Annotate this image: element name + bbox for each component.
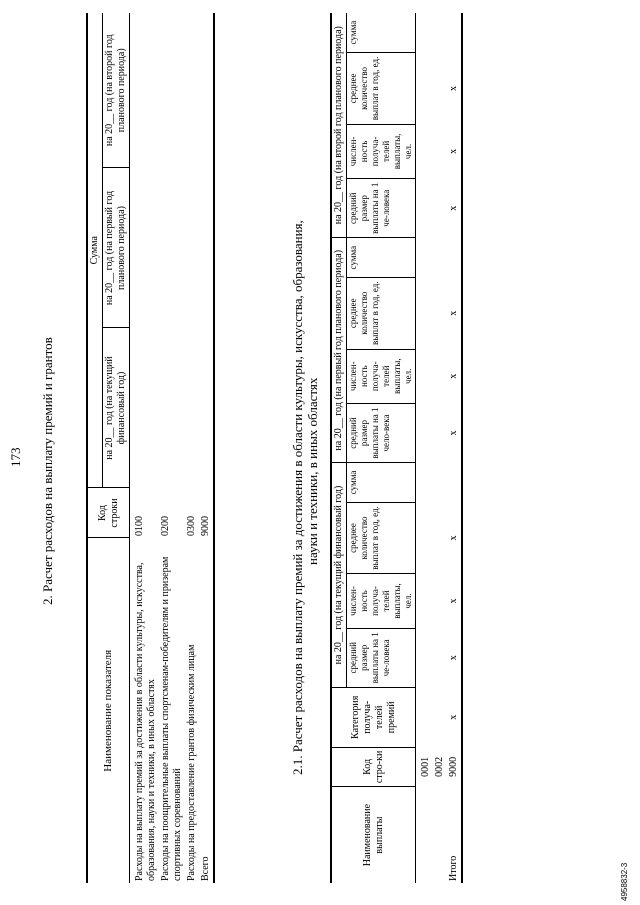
s21-cell bbox=[447, 463, 462, 503]
s21-sum-header: сумма bbox=[347, 13, 416, 53]
section2-table bbox=[86, 13, 215, 883]
footer-code: 4958832-3 bbox=[620, 862, 629, 901]
s21-cell: x bbox=[447, 502, 462, 574]
s2-year-current: на 20__ год (на текущий финансовый год) bbox=[103, 328, 130, 488]
section2-title: 2. Расчет расходов на выплату премий и грантов bbox=[40, 337, 55, 605]
s2-row-name: Расходы на поощрительные выплаты спортсменам-победителям и призерам спортивных соревнований bbox=[160, 556, 183, 881]
s21-period-current: на 20__ год (на текущий финансовый год) bbox=[331, 463, 347, 688]
s21-headcount-header: числен-ность получа-телей выплаты, чел. bbox=[347, 124, 416, 178]
s21-avg-size-header: средний размер выплаты на 1 че-ловека bbox=[347, 628, 416, 687]
s2-row-name: Всего bbox=[199, 538, 214, 883]
s21-headcount-header: числен-ность получа-телей выплаты, чел. bbox=[347, 349, 416, 403]
s21-cell: x bbox=[447, 349, 462, 403]
s21-cell bbox=[447, 13, 462, 53]
s21-cell bbox=[447, 238, 462, 278]
s2-year-first: на 20__ год (на первый год планового периода) bbox=[103, 168, 130, 328]
s21-sum-header: сумма bbox=[347, 463, 416, 503]
s2-row-name: Расходы на предоставление грантов физическим лицам bbox=[186, 644, 197, 881]
s21-headcount-header: числен-ность получа-телей выплаты, чел. bbox=[347, 574, 416, 628]
s21-name-header: Наименование выплаты bbox=[331, 787, 416, 883]
s2-row-code: 9000 bbox=[199, 488, 214, 538]
s21-row-name bbox=[433, 787, 447, 883]
s21-avg-qty-header: среднее количество выплат в год, ед. bbox=[347, 53, 416, 125]
s21-row-code: 0001 bbox=[420, 756, 431, 777]
section21-title-line1: 2.1. Расчет расходов на выплату премий за достижения в области культуры, искусства, образования, bbox=[290, 220, 305, 775]
s2-name-header: Наименование показателя bbox=[87, 538, 130, 883]
s21-cell: x bbox=[447, 403, 462, 462]
s21-sum-header: сумма bbox=[347, 238, 416, 278]
s21-cell: x bbox=[447, 124, 462, 178]
s21-cell: x bbox=[447, 277, 462, 349]
s21-category-header: Категория получа-телей премий bbox=[331, 687, 416, 747]
s21-row-code: 0002 bbox=[434, 756, 445, 777]
s21-period-first: на 20__ год (на первый год планового периода) bbox=[331, 238, 347, 463]
s21-cell: x bbox=[447, 687, 462, 747]
s21-row-name: Итого bbox=[447, 787, 462, 883]
s2-sum-header: Сумма bbox=[87, 13, 103, 488]
s2-row-name: Расходы на выплату премий за достижения в области культуры, искусства, образования, науки и техники, в иных областях bbox=[134, 562, 157, 881]
s2-year-second: на 20__ год (на второй год планового периода) bbox=[103, 13, 130, 168]
s21-avg-size-header: средний размер выплаты на 1 чело-века bbox=[347, 403, 416, 462]
s2-row-code: 0200 bbox=[160, 516, 171, 536]
s2-row-code: 0300 bbox=[186, 516, 197, 536]
s2-code-header: Код строки bbox=[87, 488, 130, 538]
s21-cell: x bbox=[447, 574, 462, 628]
page-number: 173 bbox=[8, 447, 23, 467]
s21-row-code: 9000 bbox=[447, 747, 462, 787]
s21-avg-qty-header: среднее количество выплат в год, ед. bbox=[347, 502, 416, 574]
s21-avg-qty-header: среднее количество выплат в год, ед. bbox=[347, 277, 416, 349]
section21-table bbox=[330, 13, 463, 883]
s21-cell: x bbox=[447, 179, 462, 238]
s21-cell: x bbox=[447, 628, 462, 687]
s21-row-name bbox=[416, 787, 434, 883]
s21-code-header: Код стро-ки bbox=[331, 747, 416, 787]
s21-avg-size-header: средний размер выплаты на 1 че-ловека bbox=[347, 179, 416, 238]
section21-title-line2: науки и техники, в иных областях bbox=[305, 377, 320, 565]
s2-row-code: 0100 bbox=[134, 516, 145, 536]
s21-cell: x bbox=[447, 53, 462, 125]
s21-period-second: на 20__ год (на второй год планового периода) bbox=[331, 13, 347, 238]
